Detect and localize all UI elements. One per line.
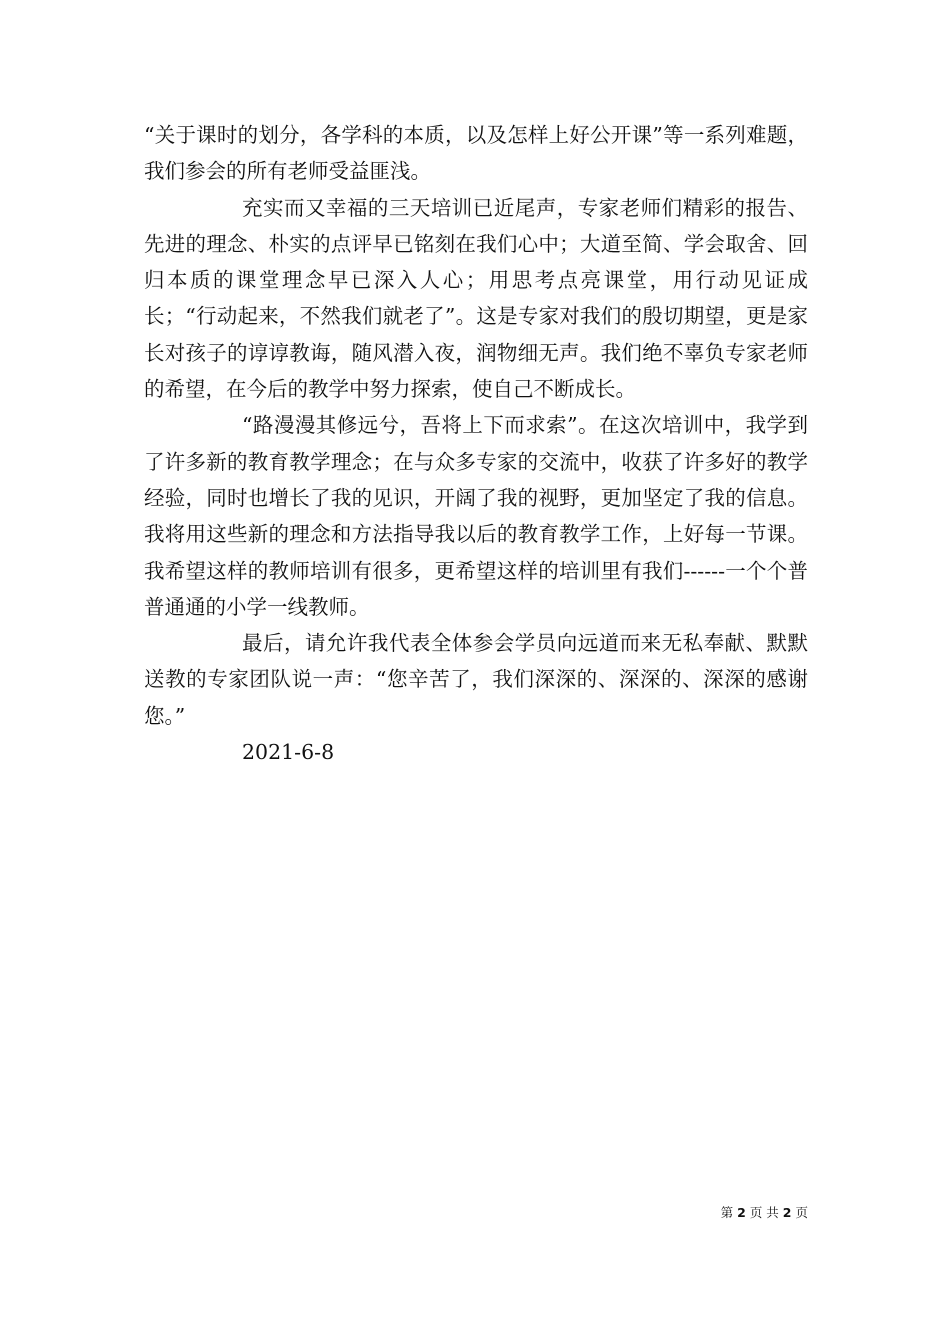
- footer-suffix: 页: [795, 1205, 808, 1220]
- paragraph-continued: “关于课时的划分，各学科的本质，以及怎样上好公开课”等一系列难题，我们参会的所有老师受益匪浅。: [144, 123, 808, 184]
- document-date: 2021-6-8: [242, 740, 335, 765]
- paragraph-learning-reflection: “路漫漫其修远兮，吾将上下而求索”。在这次培训中，我学到了许多新的教育教学理念；在与众多专家的交流中，收获了许多好的教学经验，同时也增长了我的见识，开阔了我的视野，更加坚定了我的信息。我将用这些新的理念和方法指导我以后的教育教学工作，上好每一节课。我希望这样的教师培训有很多，更希望这样的培训里有我们------一个个普普通通的小学一线教师。: [144, 413, 808, 619]
- document-body: [144, 117, 808, 770]
- footer-total-pages: 2: [782, 1205, 792, 1220]
- footer-prefix: 第: [720, 1205, 734, 1220]
- footer-middle: 页 共: [749, 1205, 779, 1220]
- page-footer: [721, 1203, 808, 1221]
- footer-current-page: 2: [737, 1205, 746, 1220]
- paragraph-gratitude: 最后，请允许我代表全体参会学员向远道而来无私奉献、默默送教的专家团队说一声：“您辛苦了，我们深深的、深深的、深深的感谢您。”: [144, 631, 808, 728]
- paragraph-training-summary: 充实而又幸福的三天培训已近尾声，专家老师们精彩的报告、先进的理念、朴实的点评早已铭刻在我们心中；大道至简、学会取舍、回归本质的课堂理念早已深入人心；用思考点亮课堂，用行动见证成长；“行动起来，不然我们就老了”。这是专家对我们的殷切期望，更是家长对孩子的谆谆教诲，随风潜入夜，润物细无声。我们绝不辜负专家老师的希望，在今后的教学中努力探索，使自己不断成长。: [144, 195, 808, 402]
